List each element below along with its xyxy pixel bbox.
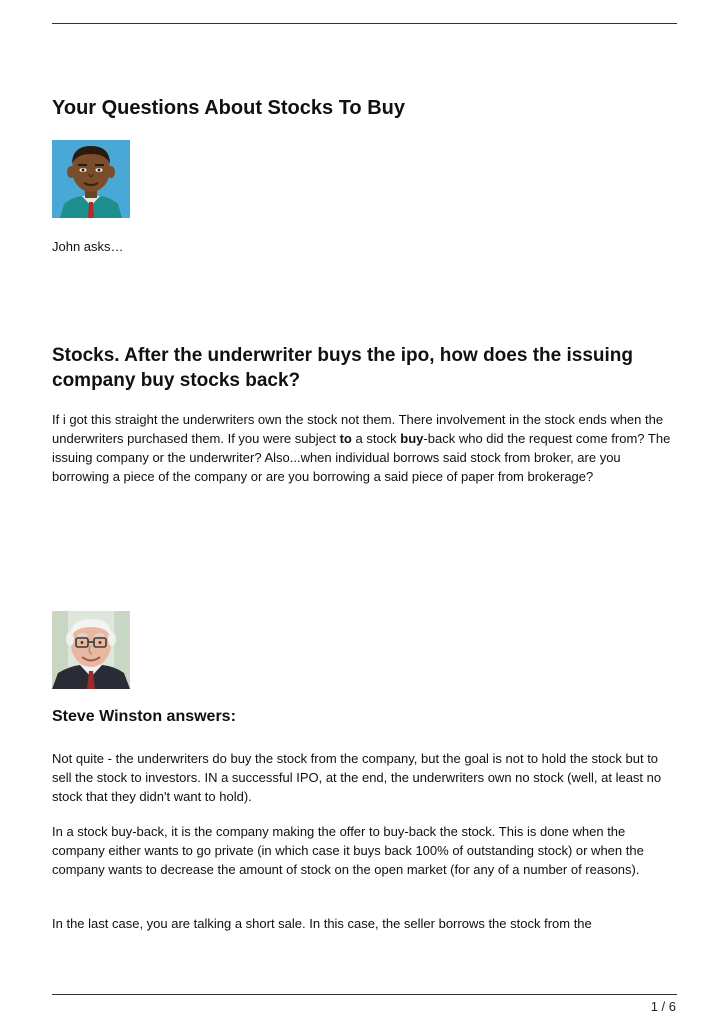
question-body (52, 410, 680, 486)
bottom-divider (52, 994, 677, 995)
cartoon-man-avatar-icon (52, 140, 130, 218)
answer-paragraph: In a stock buy-back, it is the company making the offer to buy-back the stock. This is done when the company either wants to go private (in which case it buys back 100% of outstanding stock) or when the company wants to decrease the amount of stock on the open market (for any of a number of reasons). (52, 824, 644, 877)
answerer-heading: Steve Winston answers: (52, 708, 236, 725)
question-body-bold-buy: buy (400, 431, 424, 446)
question-body-text: -back who did the request come from? The issuing company or the underwriter? Also...when individual borrows said stock from broker, are you borrowing a piece of the company or are you borrowing a said piece of paper from brokerage? (52, 431, 671, 484)
answerer-avatar (52, 611, 130, 689)
asker-avatar (52, 140, 130, 218)
asker-line: John asks… (52, 239, 124, 254)
top-divider (52, 23, 677, 24)
question-title: Stocks. After the underwriter buys the ipo, how does the issuing company buy stocks back? (52, 345, 633, 391)
question-body-text: If i got this straight the underwriters own the stock not them. There involvement in the stock ends when the underwriters purchased them. If you were subject (52, 412, 664, 446)
question-body-bold-to: to (339, 431, 352, 446)
question-body-text: a stock (351, 431, 401, 446)
answer-paragraph: Not quite - the underwriters do buy the stock from the company, but the goal is not to hold the stock but to sell the stock to investors. IN a successful IPO, at the end, the underwriters own no stock (well, at least no stock that they didn't want to hold). (52, 751, 662, 804)
elderly-man-photo-icon (52, 611, 130, 689)
answer-paragraph: In the last case, you are talking a short sale. In this case, the seller borrows the stock from the (52, 916, 592, 931)
page-number: 1 / 6 (650, 999, 676, 1014)
page-title: Your Questions About Stocks To Buy (52, 97, 405, 119)
